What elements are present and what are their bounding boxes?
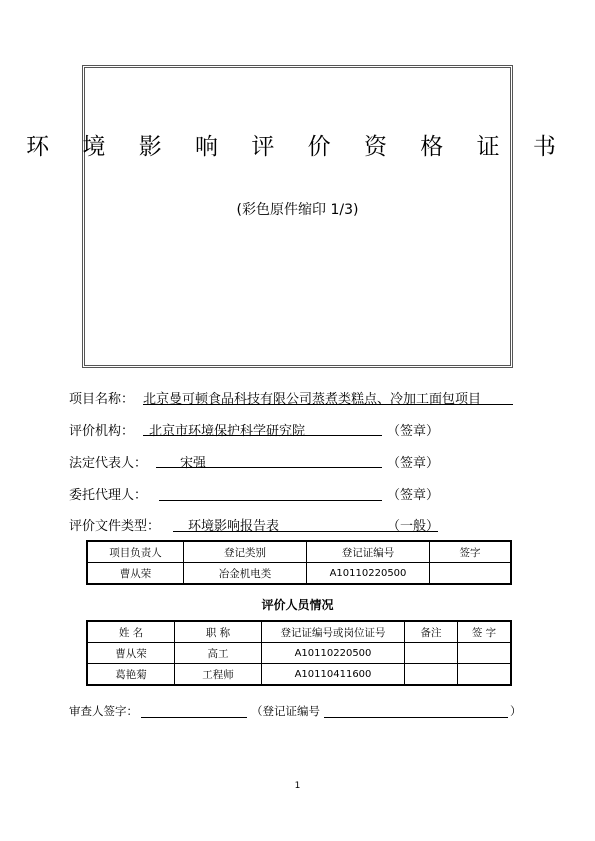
- project-leader-table: [86, 540, 512, 585]
- table-header-cell: 签字: [430, 541, 512, 563]
- personnel-section-title: 评价人员情况: [261, 598, 334, 612]
- table-header-row: [87, 541, 511, 563]
- table-cell: 高工: [175, 643, 262, 664]
- doc-type-label: 评价文件类型：: [69, 519, 161, 534]
- doc-type-field: [69, 515, 449, 533]
- legal-rep-label: 法定代表人：: [69, 456, 148, 471]
- table-header-cell: 登记证编号: [307, 541, 430, 563]
- table-header-cell: 登记证编号或岗位证号: [262, 621, 405, 643]
- table-header-cell: 备注: [405, 621, 458, 643]
- org-value: 北京市环境保护科学研究院: [143, 420, 382, 436]
- legal-rep-stamp: （签章）: [387, 456, 440, 471]
- reviewer-label: 审查人签字：: [69, 704, 138, 718]
- table-header-cell: 项目负责人: [87, 541, 184, 563]
- table-cell: [405, 664, 458, 686]
- agent-value: [159, 484, 382, 501]
- reviewer-reg-line: [324, 703, 508, 718]
- doc-type-value: 环境影响报告表: [188, 519, 280, 534]
- legal-rep-field: [69, 452, 449, 470]
- table-header-cell: 登记类别: [184, 541, 307, 563]
- table-cell: A10110220500: [262, 643, 405, 664]
- project-name-label: 项目名称：: [69, 392, 135, 407]
- signature-cell: [458, 643, 512, 664]
- agent-stamp: （签章）: [387, 488, 440, 503]
- signature-cell: [458, 664, 512, 686]
- certificate-subtitle: (彩色原件缩印 1/3): [236, 202, 359, 218]
- project-name-field: [69, 388, 519, 406]
- table-cell: [405, 643, 458, 664]
- doc-type-underline: [173, 515, 438, 532]
- reviewer-signature-line: [141, 703, 247, 718]
- org-field: [69, 420, 449, 438]
- project-name-value: 北京曼可顿食品科技有限公司蒸煮类糕点、冷加工面包项目: [143, 388, 513, 405]
- table-cell: 葛艳菊: [87, 664, 175, 686]
- page-number: 1: [294, 781, 301, 791]
- table-cell: A10110411600: [262, 664, 405, 686]
- table-cell: A10110220500: [307, 563, 430, 585]
- doc-type-level: （一般）: [387, 519, 440, 534]
- table-header-cell: 签 字: [458, 621, 512, 643]
- agent-field: [69, 484, 449, 502]
- legal-rep-value: 宋强: [156, 452, 382, 468]
- certificate-title: 环 境 影 响 评 价 资 格 证 书: [26, 134, 569, 160]
- table-cell: 工程师: [175, 664, 262, 686]
- reviewer-reg-close: ）: [510, 704, 522, 718]
- table-cell: 冶金机电类: [184, 563, 307, 585]
- table-header-cell: 职 称: [175, 621, 262, 643]
- org-label: 评价机构：: [69, 424, 135, 439]
- org-stamp: （签章）: [387, 424, 440, 439]
- reviewer-line: [69, 703, 529, 719]
- personnel-table: [86, 620, 512, 686]
- table-cell: 曹从荣: [87, 643, 175, 664]
- table-row: [87, 664, 511, 686]
- table-header-row: [87, 621, 511, 643]
- table-header-cell: 姓 名: [87, 621, 175, 643]
- table-cell: 曹从荣: [87, 563, 184, 585]
- reviewer-reg-label: （登记证编号: [251, 704, 320, 718]
- agent-label: 委托代理人：: [69, 488, 148, 503]
- table-row: [87, 563, 511, 585]
- table-row: [87, 643, 511, 664]
- signature-cell: [430, 563, 512, 585]
